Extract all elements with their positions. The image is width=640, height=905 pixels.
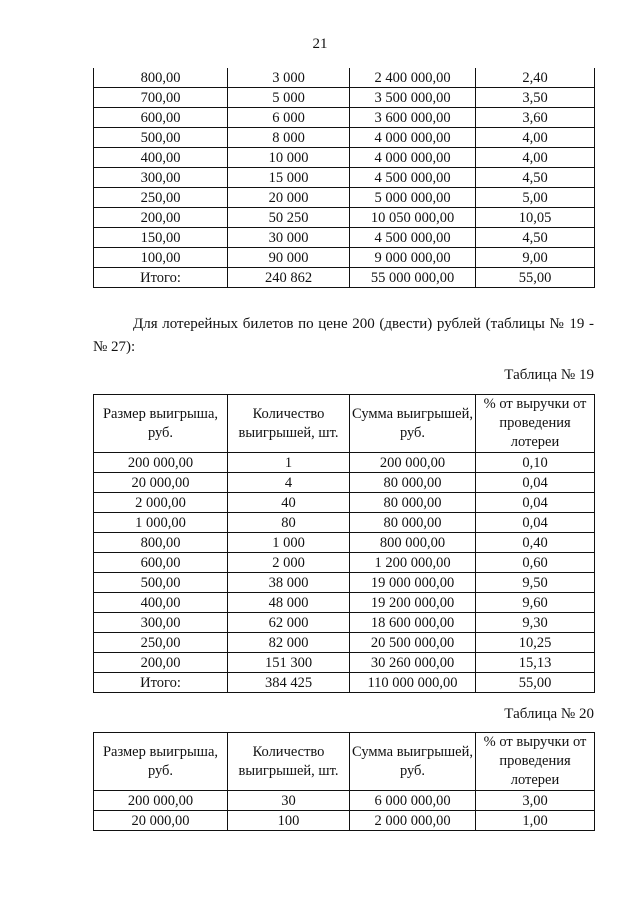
table-row: [94, 453, 595, 473]
header-prize-size: Размер выигрыша, руб.: [94, 395, 228, 453]
table-body: [94, 791, 595, 831]
header-revenue-percent: % от выручки от проведения лотереи: [476, 395, 595, 453]
table-row: [94, 108, 595, 128]
cell-prize-count: 48 000: [228, 593, 350, 613]
cell-prize-size: 250,00: [94, 188, 228, 208]
cell-prize-count: 82 000: [228, 633, 350, 653]
cell-revenue-percent: 0,04: [476, 493, 595, 513]
cell-prize-sum: 10 050 000,00: [350, 208, 476, 228]
prize-table-20: [93, 732, 595, 831]
cell-prize-size: 800,00: [94, 68, 228, 88]
cell-prize-size: 100,00: [94, 248, 228, 268]
cell-revenue-percent: 4,00: [476, 128, 595, 148]
cell-revenue-percent: 0,10: [476, 453, 595, 473]
table-body: [94, 453, 595, 693]
cell-prize-count: 62 000: [228, 613, 350, 633]
cell-revenue-percent: 2,40: [476, 68, 595, 88]
cell-revenue-percent: 3,00: [476, 791, 595, 811]
cell-revenue-percent: 5,00: [476, 188, 595, 208]
table-row: [94, 633, 595, 653]
cell-prize-sum: 800 000,00: [350, 533, 476, 553]
cell-revenue-percent: 55,00: [476, 268, 595, 288]
cell-prize-count: 4: [228, 473, 350, 493]
table-row: [94, 168, 595, 188]
cell-prize-count: 10 000: [228, 148, 350, 168]
table-row: [94, 513, 595, 533]
cell-revenue-percent: 10,25: [476, 633, 595, 653]
table-body: [94, 68, 595, 288]
cell-revenue-percent: 0,04: [476, 473, 595, 493]
cell-prize-sum: 5 000 000,00: [350, 188, 476, 208]
cell-prize-count: 384 425: [228, 673, 350, 693]
cell-revenue-percent: 3,60: [476, 108, 595, 128]
table-19-caption: Таблица № 19: [504, 367, 594, 383]
cell-prize-count: 2 000: [228, 553, 350, 573]
table-row: [94, 473, 595, 493]
cell-revenue-percent: 9,30: [476, 613, 595, 633]
cell-revenue-percent: 10,05: [476, 208, 595, 228]
prize-table-continued: [93, 68, 595, 288]
header-revenue-percent: % от выручки от проведения лотереи: [476, 733, 595, 791]
table-row: [94, 653, 595, 673]
cell-prize-count: 30 000: [228, 228, 350, 248]
table-header-row: [94, 733, 595, 791]
table-row: [94, 613, 595, 633]
cell-prize-sum: 19 200 000,00: [350, 593, 476, 613]
cell-prize-count: 151 300: [228, 653, 350, 673]
table-row: [94, 68, 595, 88]
cell-prize-size: Итого:: [94, 268, 228, 288]
cell-prize-size: 200 000,00: [94, 791, 228, 811]
cell-prize-count: 3 000: [228, 68, 350, 88]
cell-prize-size: 600,00: [94, 553, 228, 573]
cell-prize-sum: 30 260 000,00: [350, 653, 476, 673]
cell-prize-count: 240 862: [228, 268, 350, 288]
cell-revenue-percent: 9,60: [476, 593, 595, 613]
table-total-row: [94, 673, 595, 693]
cell-prize-sum: 18 600 000,00: [350, 613, 476, 633]
cell-prize-sum: 55 000 000,00: [350, 268, 476, 288]
header-prize-sum: Сумма выигрышей, руб.: [350, 733, 476, 791]
table-row: [94, 493, 595, 513]
cell-prize-count: 40: [228, 493, 350, 513]
table-row: [94, 553, 595, 573]
table-row: [94, 811, 595, 831]
table-row: [94, 228, 595, 248]
cell-prize-size: 150,00: [94, 228, 228, 248]
cell-prize-count: 30: [228, 791, 350, 811]
cell-prize-sum: 3 600 000,00: [350, 108, 476, 128]
cell-prize-sum: 110 000 000,00: [350, 673, 476, 693]
cell-revenue-percent: 15,13: [476, 653, 595, 673]
cell-revenue-percent: 4,50: [476, 228, 595, 248]
table-row: [94, 248, 595, 268]
cell-prize-size: 200,00: [94, 208, 228, 228]
cell-prize-sum: 4 500 000,00: [350, 228, 476, 248]
cell-prize-sum: 80 000,00: [350, 513, 476, 533]
cell-prize-size: 20 000,00: [94, 473, 228, 493]
cell-prize-sum: 4 000 000,00: [350, 128, 476, 148]
cell-prize-count: 1 000: [228, 533, 350, 553]
cell-prize-size: Итого:: [94, 673, 228, 693]
cell-revenue-percent: 0,60: [476, 553, 595, 573]
cell-revenue-percent: 9,50: [476, 573, 595, 593]
cell-prize-count: 50 250: [228, 208, 350, 228]
cell-prize-count: 90 000: [228, 248, 350, 268]
cell-prize-size: 600,00: [94, 108, 228, 128]
cell-revenue-percent: 1,00: [476, 811, 595, 831]
cell-revenue-percent: 4,50: [476, 168, 595, 188]
header-prize-count: Количество выигрышей, шт.: [228, 733, 350, 791]
cell-prize-size: 500,00: [94, 128, 228, 148]
cell-prize-count: 20 000: [228, 188, 350, 208]
cell-prize-count: 100: [228, 811, 350, 831]
table-row: [94, 188, 595, 208]
cell-revenue-percent: 0,40: [476, 533, 595, 553]
cell-prize-count: 15 000: [228, 168, 350, 188]
cell-prize-sum: 19 000 000,00: [350, 573, 476, 593]
cell-prize-sum: 9 000 000,00: [350, 248, 476, 268]
cell-prize-count: 5 000: [228, 88, 350, 108]
cell-revenue-percent: 4,00: [476, 148, 595, 168]
table-row: [94, 791, 595, 811]
cell-revenue-percent: 0,04: [476, 513, 595, 533]
cell-prize-size: 500,00: [94, 573, 228, 593]
table-row: [94, 533, 595, 553]
cell-prize-sum: 2 400 000,00: [350, 68, 476, 88]
cell-prize-size: 800,00: [94, 533, 228, 553]
table-row: [94, 148, 595, 168]
table-row: [94, 573, 595, 593]
cell-revenue-percent: 3,50: [476, 88, 595, 108]
cell-prize-sum: 3 500 000,00: [350, 88, 476, 108]
table-header-row: [94, 395, 595, 453]
cell-prize-count: 8 000: [228, 128, 350, 148]
cell-prize-sum: 6 000 000,00: [350, 791, 476, 811]
cell-prize-sum: 1 200 000,00: [350, 553, 476, 573]
cell-prize-size: 2 000,00: [94, 493, 228, 513]
cell-revenue-percent: 9,00: [476, 248, 595, 268]
prize-table-19: [93, 394, 595, 693]
cell-prize-sum: 80 000,00: [350, 473, 476, 493]
cell-prize-count: 38 000: [228, 573, 350, 593]
cell-prize-sum: 200 000,00: [350, 453, 476, 473]
cell-prize-count: 1: [228, 453, 350, 473]
cell-prize-sum: 4 500 000,00: [350, 168, 476, 188]
cell-prize-sum: 20 500 000,00: [350, 633, 476, 653]
table-total-row: [94, 268, 595, 288]
table-row: [94, 128, 595, 148]
header-prize-count: Количество выигрышей, шт.: [228, 395, 350, 453]
table-row: [94, 208, 595, 228]
table-20-caption: Таблица № 20: [504, 706, 594, 722]
cell-prize-count: 80: [228, 513, 350, 533]
cell-prize-size: 1 000,00: [94, 513, 228, 533]
intro-paragraph: Для лотерейных билетов по цене 200 (двести) рублей (таблицы № 19 - № 27):: [93, 316, 594, 355]
cell-revenue-percent: 55,00: [476, 673, 595, 693]
cell-prize-size: 700,00: [94, 88, 228, 108]
table-row: [94, 593, 595, 613]
cell-prize-size: 300,00: [94, 613, 228, 633]
page-number: 21: [312, 36, 328, 52]
header-prize-sum: Сумма выигрышей, руб.: [350, 395, 476, 453]
cell-prize-size: 300,00: [94, 168, 228, 188]
cell-prize-size: 400,00: [94, 593, 228, 613]
cell-prize-size: 250,00: [94, 633, 228, 653]
table-row: [94, 88, 595, 108]
cell-prize-size: 400,00: [94, 148, 228, 168]
cell-prize-sum: 2 000 000,00: [350, 811, 476, 831]
header-prize-size: Размер выигрыша, руб.: [94, 733, 228, 791]
cell-prize-size: 200 000,00: [94, 453, 228, 473]
cell-prize-sum: 80 000,00: [350, 493, 476, 513]
cell-prize-size: 200,00: [94, 653, 228, 673]
cell-prize-count: 6 000: [228, 108, 350, 128]
cell-prize-sum: 4 000 000,00: [350, 148, 476, 168]
cell-prize-size: 20 000,00: [94, 811, 228, 831]
